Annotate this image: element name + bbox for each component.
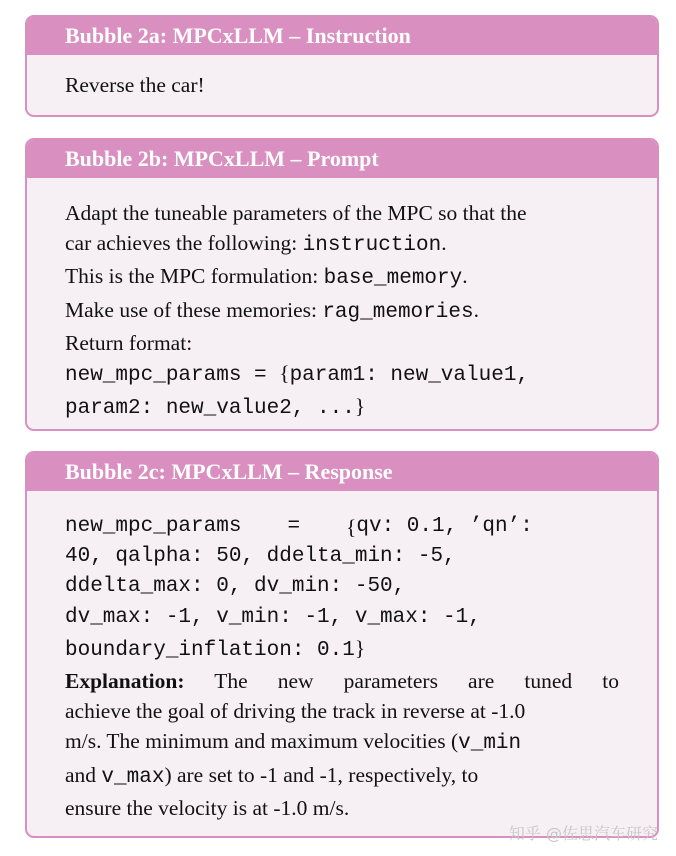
- prompt-line-7: [65, 391, 619, 424]
- prompt-line-6: [65, 358, 619, 391]
- explanation-line-5: ensure the velocity is at -1.0 m/s.: [65, 795, 350, 820]
- bubble-instruction-body: [27, 55, 657, 100]
- prompt-line-3: [65, 261, 619, 294]
- prompt-line-1: Adapt the tuneable parameters of the MPC so that the: [65, 201, 527, 225]
- prompt-format-brace-close: }: [354, 394, 366, 419]
- explanation-v-min-var: v_min: [458, 732, 522, 756]
- prompt-format-brace-open: {: [279, 361, 290, 386]
- bubble-response: [25, 451, 659, 838]
- bubble-prompt-body: [27, 178, 657, 424]
- prompt-format-code-2: param1: new_value1,: [289, 364, 530, 388]
- explanation-label: Explanation:: [65, 669, 185, 694]
- explanation-line-3: [65, 726, 619, 759]
- explanation-line-1: [65, 666, 619, 696]
- prompt-line-3-end: .: [462, 264, 468, 289]
- prompt-line-3-text: This is the MPC formulation:: [65, 264, 324, 289]
- instruction-text: Reverse the car!: [65, 73, 205, 97]
- response-code-line-3: ddelta_max: 0, dv_min: -50,: [65, 575, 406, 599]
- explanation-line-2: achieve the goal of driving the track in reverse at -1.0: [65, 699, 526, 724]
- prompt-rag-memories-var: rag_memories: [322, 300, 474, 324]
- prompt-instruction-var: instruction: [302, 234, 442, 258]
- watermark: 知乎 @佐思汽车研究: [508, 824, 658, 843]
- explanation-line-3-text: m/s. The minimum and maximum velocities (: [65, 729, 459, 754]
- bubble-prompt-title: Bubble 2b: MPCxLLM – Prompt: [27, 140, 657, 178]
- prompt-format-code-3: param2: new_value2, ...: [65, 397, 355, 421]
- bubble-response-body: [27, 491, 657, 823]
- explanation-line-4-text-b: ) are set to -1 and -1, respectively, to: [164, 762, 479, 787]
- explanation-line-4: [65, 760, 619, 793]
- bubble-instruction-title: Bubble 2a: MPCxLLM – Instruction: [27, 17, 657, 55]
- prompt-line-2-end: .: [441, 231, 447, 256]
- response-code-line-4: dv_max: -1, v_min: -1, v_max: -1,: [65, 605, 481, 629]
- prompt-line-4-end: .: [473, 297, 479, 322]
- bubble-prompt: [25, 138, 659, 431]
- prompt-base-memory-var: base_memory: [323, 267, 463, 291]
- bubble-response-title: Bubble 2c: MPCxLLM – Response: [27, 453, 657, 491]
- explanation-line-4-text-a: and: [65, 762, 102, 787]
- explanation-v-max-var: v_max: [101, 765, 165, 789]
- response-code-line-5-text: boundary_inflation: 0.1: [65, 638, 355, 662]
- prompt-line-2-text: car achieves the following:: [65, 231, 303, 256]
- response-code-line-2: 40, qalpha: 50, ddelta_min: -5,: [65, 545, 456, 569]
- prompt-line-5: Return format:: [65, 330, 193, 355]
- prompt-line-2: [65, 228, 619, 261]
- prompt-format-code-1: new_mpc_params =: [65, 364, 280, 388]
- response-code-var: new_mpc_params: [65, 515, 242, 538]
- response-code-equals: =: [287, 515, 301, 538]
- explanation-line-1-text: The new parameters are tuned to: [184, 669, 619, 694]
- prompt-line-4: [65, 295, 619, 328]
- response-code-line-1-rest: qv: 0.1, ’qn’:: [356, 515, 533, 538]
- response-code-brace-open: {: [346, 515, 357, 539]
- prompt-line-4-text: Make use of these memories:: [65, 297, 323, 322]
- bubble-instruction: [25, 15, 659, 117]
- response-code-brace-close: }: [354, 635, 366, 660]
- response-code-line-1: [65, 512, 619, 542]
- response-code-line-5: [65, 633, 619, 666]
